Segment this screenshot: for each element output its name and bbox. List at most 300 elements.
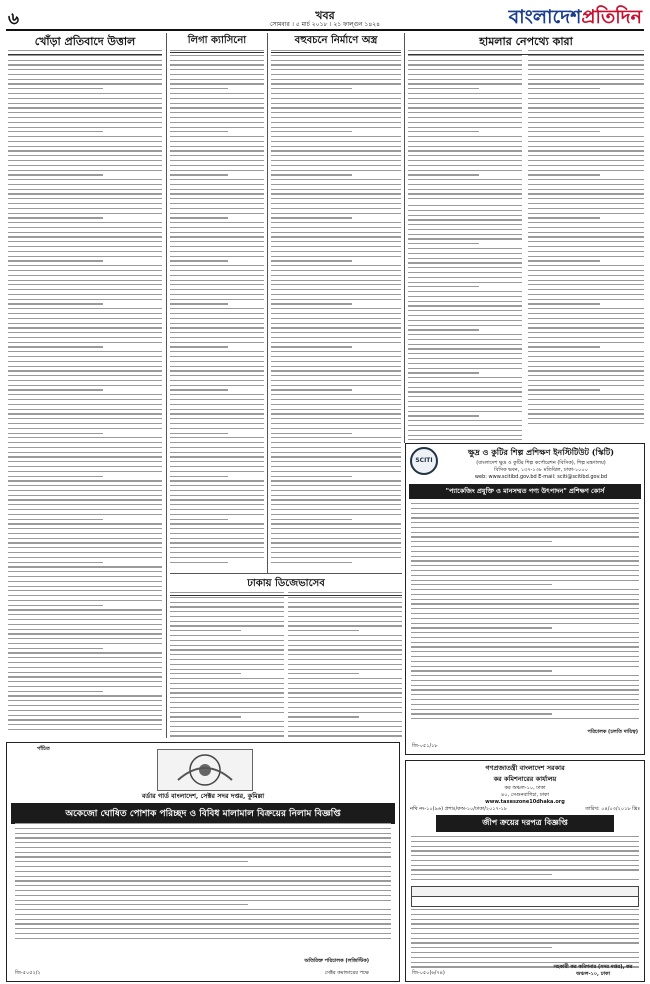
text-line	[288, 673, 359, 674]
text-line	[8, 461, 162, 462]
text-line	[271, 174, 352, 175]
text-line	[170, 217, 228, 218]
text-line	[8, 241, 162, 242]
text-line	[170, 452, 264, 453]
text-line	[8, 103, 162, 104]
text-line	[411, 575, 639, 576]
text-line	[528, 79, 644, 80]
text-line	[411, 613, 639, 614]
text-line	[271, 55, 401, 56]
text-line	[528, 280, 644, 281]
text-line	[271, 471, 401, 472]
text-line	[271, 495, 401, 496]
text-line	[8, 146, 162, 147]
bgb-code: জি-৫০৫২/২	[15, 970, 41, 976]
text-line	[170, 385, 264, 386]
text-line	[288, 697, 402, 698]
text-line	[15, 933, 391, 934]
text-line	[271, 557, 401, 558]
text-line	[288, 716, 359, 717]
text-line	[528, 346, 600, 347]
text-line	[271, 150, 401, 151]
text-line	[288, 654, 402, 655]
text-line	[271, 198, 401, 199]
column-divider	[404, 33, 405, 443]
text-line	[8, 189, 162, 190]
gov-signature: সহকারী কর কমিশনার (সদর দপ্তর), কর অঞ্চল-১০, ঢাকা	[553, 964, 633, 977]
text-line	[170, 538, 264, 539]
text-line	[170, 284, 264, 285]
text-line	[8, 217, 103, 218]
text-line	[411, 632, 639, 633]
text-line	[408, 98, 522, 99]
article-headline: ঢাকায় ডিজেভাসেব	[170, 576, 402, 596]
text-line	[170, 270, 264, 271]
text-line	[408, 64, 522, 65]
text-line	[411, 909, 639, 910]
text-line	[8, 50, 162, 51]
text-line	[170, 351, 264, 352]
text-line	[170, 79, 264, 80]
text-line	[8, 389, 103, 390]
text-line	[15, 900, 391, 901]
text-line	[8, 150, 162, 151]
text-line	[528, 107, 644, 108]
text-line	[411, 651, 639, 652]
text-line	[408, 411, 522, 412]
text-line	[528, 356, 644, 357]
text-line	[170, 664, 284, 665]
text-line	[170, 222, 264, 223]
text-line	[8, 227, 162, 228]
bgb-emblem-icon	[157, 749, 253, 791]
sme-details	[411, 503, 639, 723]
gov-ref: নথি নং-১০(৯৬) প্রশাঃ/কঅ-১০/ঢাকা/২০১৭-১৮	[410, 806, 508, 812]
text-line	[271, 265, 401, 266]
article-headline: বহুবচনে নির্মাণে অস্ত্র	[271, 33, 401, 53]
text-line	[408, 258, 522, 259]
text-line	[411, 661, 639, 662]
text-line	[271, 246, 401, 247]
text-line	[271, 189, 401, 190]
text-line	[271, 380, 401, 381]
text-line	[271, 538, 401, 539]
text-line	[408, 358, 522, 359]
text-line	[528, 208, 644, 209]
text-line	[408, 396, 522, 397]
text-line	[170, 260, 228, 261]
text-line	[288, 645, 402, 646]
text-line	[528, 131, 600, 132]
gov-date: তারিখ: ০৪/০৩/২০১৮ খ্রিঃ	[585, 806, 640, 812]
text-line	[170, 241, 264, 242]
text-line	[271, 528, 401, 529]
text-line	[408, 262, 522, 263]
text-line	[288, 640, 402, 641]
text-line	[8, 260, 103, 261]
text-line	[411, 556, 639, 557]
text-line	[408, 377, 522, 378]
text-line	[408, 103, 522, 104]
text-line	[288, 649, 402, 650]
text-line	[411, 594, 639, 595]
article-body	[408, 205, 522, 443]
text-line	[8, 64, 162, 65]
text-line	[170, 327, 264, 328]
text-line	[411, 914, 639, 915]
text-line	[411, 860, 639, 861]
text-line	[411, 879, 639, 880]
text-line	[408, 406, 522, 407]
text-line	[271, 155, 401, 156]
text-line	[8, 394, 162, 395]
text-line	[408, 415, 479, 416]
text-line	[8, 519, 103, 520]
text-line	[528, 160, 644, 161]
text-line	[170, 88, 228, 89]
text-line	[15, 852, 391, 853]
text-line	[8, 638, 162, 639]
text-line	[170, 428, 264, 429]
text-line	[288, 702, 402, 703]
text-line	[528, 217, 600, 218]
text-line	[8, 557, 162, 558]
text-line	[408, 430, 522, 431]
text-line	[528, 64, 644, 65]
sme-address: বিসিক ভবন, ১৩৭-১৩৮ মতিঝিল, ঢাকা-১০০০	[494, 467, 588, 473]
sme-logo-icon: SCITI	[410, 447, 438, 475]
text-line	[528, 241, 644, 242]
text-line	[408, 420, 522, 421]
text-line	[408, 401, 522, 402]
text-line	[170, 232, 264, 233]
text-line	[271, 69, 401, 70]
text-line	[8, 122, 162, 123]
text-line	[411, 713, 552, 714]
text-line	[8, 289, 162, 290]
text-line	[528, 260, 600, 261]
text-line	[408, 286, 479, 287]
text-line	[271, 342, 401, 343]
article-body	[170, 592, 284, 738]
sme-code: জি-০৫১/১৮	[412, 743, 438, 749]
text-line	[8, 652, 162, 653]
text-line	[408, 50, 522, 51]
text-line	[8, 208, 162, 209]
ad-jeep-tender	[405, 760, 645, 982]
text-line	[408, 315, 522, 316]
text-line	[170, 456, 264, 457]
text-line	[170, 683, 284, 684]
text-line	[15, 938, 391, 939]
text-line	[8, 466, 162, 467]
text-line	[170, 83, 264, 84]
text-line	[408, 372, 479, 373]
text-line	[8, 361, 162, 362]
ad-sme-training	[405, 443, 645, 755]
text-line	[8, 533, 162, 534]
sme-course-title: "প্যাকেজিং প্রযুক্তি ও মানসম্মত পণ্য উৎপাদন" প্রশিক্ষণ কোর্স	[409, 484, 641, 499]
text-line	[8, 471, 162, 472]
text-line	[408, 112, 522, 113]
gov-code: জি-০৫০(৬/৭৪)	[412, 970, 445, 976]
text-line	[271, 552, 401, 553]
text-line	[15, 828, 391, 829]
text-line	[408, 127, 522, 128]
text-line	[528, 83, 644, 84]
header-rule	[6, 29, 644, 31]
text-line	[8, 667, 162, 668]
text-line	[528, 193, 644, 194]
text-line	[8, 136, 162, 137]
text-line	[170, 246, 264, 247]
text-line	[408, 79, 522, 80]
text-line	[170, 702, 284, 703]
text-line	[170, 616, 284, 617]
text-line	[15, 876, 391, 877]
text-line	[8, 576, 162, 577]
text-line	[411, 718, 639, 719]
text-line	[408, 205, 522, 206]
text-line	[170, 160, 264, 161]
text-line	[408, 348, 522, 349]
text-line	[528, 256, 644, 257]
text-line	[8, 566, 162, 567]
text-line	[170, 69, 264, 70]
text-line	[528, 146, 644, 147]
text-line	[528, 409, 644, 410]
text-line	[408, 301, 522, 302]
text-line	[408, 310, 522, 311]
text-line	[170, 735, 284, 736]
text-line	[271, 232, 401, 233]
text-line	[8, 232, 162, 233]
text-line	[271, 136, 401, 137]
text-line	[271, 533, 401, 534]
text-line	[8, 370, 162, 371]
text-line	[170, 64, 264, 65]
text-line	[408, 131, 479, 132]
text-line	[271, 74, 401, 75]
text-line	[15, 909, 391, 910]
text-line	[170, 423, 264, 424]
text-line	[8, 495, 162, 496]
text-line	[271, 112, 401, 113]
text-line	[528, 394, 644, 395]
text-line	[271, 141, 401, 142]
text-line	[271, 509, 401, 510]
gov-republic: গণপ্রজাতন্ত্রী বাংলাদেশ সরকার	[485, 764, 565, 772]
text-line	[528, 399, 644, 400]
text-line	[8, 74, 162, 75]
text-line	[288, 721, 402, 722]
text-line	[288, 735, 402, 736]
gov-address: ৪০, সেগুনবাগিচা, ঢাকা	[501, 792, 549, 798]
text-line	[170, 659, 284, 660]
text-line	[411, 508, 639, 509]
text-line	[8, 88, 103, 89]
text-line	[8, 552, 162, 553]
text-line	[528, 74, 644, 75]
text-line	[411, 522, 639, 523]
text-line	[8, 83, 162, 84]
text-line	[8, 193, 162, 194]
text-line	[8, 619, 162, 620]
text-line	[408, 141, 522, 142]
text-line	[288, 659, 402, 660]
text-line	[8, 318, 162, 319]
text-line	[408, 146, 522, 147]
text-line	[8, 547, 162, 548]
text-line	[15, 837, 391, 838]
text-line	[170, 146, 264, 147]
text-line	[271, 284, 401, 285]
text-line	[170, 93, 264, 94]
text-line	[408, 272, 522, 273]
text-line	[271, 107, 401, 108]
text-line	[408, 339, 522, 340]
text-line	[271, 562, 352, 563]
text-line	[170, 55, 264, 56]
text-line	[170, 399, 264, 400]
text-line	[271, 480, 401, 481]
text-line	[408, 425, 522, 426]
text-line	[15, 847, 391, 848]
text-line	[8, 203, 162, 204]
text-line	[271, 50, 401, 51]
text-line	[271, 423, 401, 424]
text-line	[408, 122, 522, 123]
text-line	[528, 198, 644, 199]
text-line	[8, 499, 162, 500]
text-line	[8, 657, 162, 658]
text-line	[8, 423, 162, 424]
text-line	[408, 387, 522, 388]
text-line	[288, 731, 402, 732]
text-line	[528, 184, 644, 185]
bgb-label: পাঁচিত	[37, 746, 50, 752]
text-line	[170, 299, 264, 300]
text-line	[8, 724, 162, 725]
text-line	[528, 98, 644, 99]
text-line	[8, 729, 162, 730]
text-line	[170, 649, 284, 650]
text-line	[15, 904, 248, 905]
text-line	[271, 318, 401, 319]
text-line	[15, 861, 248, 862]
text-line	[528, 236, 644, 237]
text-line	[408, 155, 522, 156]
text-line	[8, 528, 162, 529]
text-line	[271, 490, 401, 491]
text-line	[271, 308, 401, 309]
text-line	[170, 418, 264, 419]
article-body	[170, 50, 264, 570]
text-line	[170, 179, 264, 180]
text-line	[528, 136, 644, 137]
text-line	[15, 871, 391, 872]
text-line	[8, 170, 162, 171]
text-line	[8, 442, 162, 443]
text-line	[170, 602, 284, 603]
text-line	[170, 275, 264, 276]
text-line	[528, 342, 644, 343]
text-line	[170, 678, 284, 679]
text-line	[411, 685, 639, 686]
text-line	[8, 98, 162, 99]
text-line	[408, 60, 522, 61]
text-line	[8, 213, 162, 214]
text-line	[8, 629, 162, 630]
text-line	[271, 208, 401, 209]
text-line	[8, 366, 162, 367]
text-line	[170, 721, 284, 722]
text-line	[8, 600, 162, 601]
text-line	[170, 509, 264, 510]
text-line	[271, 413, 401, 414]
text-line	[271, 83, 401, 84]
masthead-red: প্রতিদিন	[581, 6, 642, 28]
text-line	[170, 514, 264, 515]
column-divider	[267, 33, 268, 573]
text-line	[170, 141, 264, 142]
text-line	[8, 609, 162, 610]
text-line	[528, 251, 644, 252]
text-line	[170, 198, 264, 199]
text-line	[408, 344, 522, 345]
sme-subtitle: (বাংলাদেশ ক্ষুদ্র ও কুটির শিল্প কর্পোরেশন (বিসিক), শিল্প মন্ত্রণালয়)	[476, 460, 606, 466]
text-line	[411, 855, 639, 856]
bgb-headline: অকেজো ঘোষিত পোশাক পরিচ্ছদ ও বিবিধ মালামাল বিক্রয়ের নিলাম বিজ্ঞপ্তি	[11, 803, 395, 824]
text-line	[528, 227, 644, 228]
text-line	[170, 697, 284, 698]
text-line	[170, 370, 264, 371]
text-line	[170, 208, 264, 209]
text-line	[8, 719, 162, 720]
text-line	[408, 136, 522, 137]
text-line	[8, 485, 162, 486]
text-line	[8, 672, 162, 673]
text-line	[408, 179, 522, 180]
text-line	[170, 236, 264, 237]
text-line	[170, 122, 264, 123]
text-line	[288, 669, 402, 670]
text-line	[8, 351, 162, 352]
text-line	[170, 597, 284, 598]
text-line	[8, 112, 162, 113]
section-rule	[170, 573, 402, 574]
text-line	[170, 519, 228, 520]
text-line	[271, 399, 401, 400]
text-line	[411, 841, 639, 842]
text-line	[271, 370, 401, 371]
text-line	[8, 418, 162, 419]
text-line	[408, 219, 522, 220]
text-line	[8, 686, 162, 687]
bgb-body	[15, 823, 391, 943]
text-line	[411, 666, 639, 667]
text-line	[170, 466, 264, 467]
text-line	[8, 246, 162, 247]
text-line	[170, 621, 284, 622]
text-line	[8, 280, 162, 281]
text-line	[271, 98, 401, 99]
text-line	[408, 234, 522, 235]
text-line	[170, 640, 284, 641]
text-line	[8, 174, 103, 175]
text-line	[288, 592, 402, 593]
text-line	[528, 112, 644, 113]
